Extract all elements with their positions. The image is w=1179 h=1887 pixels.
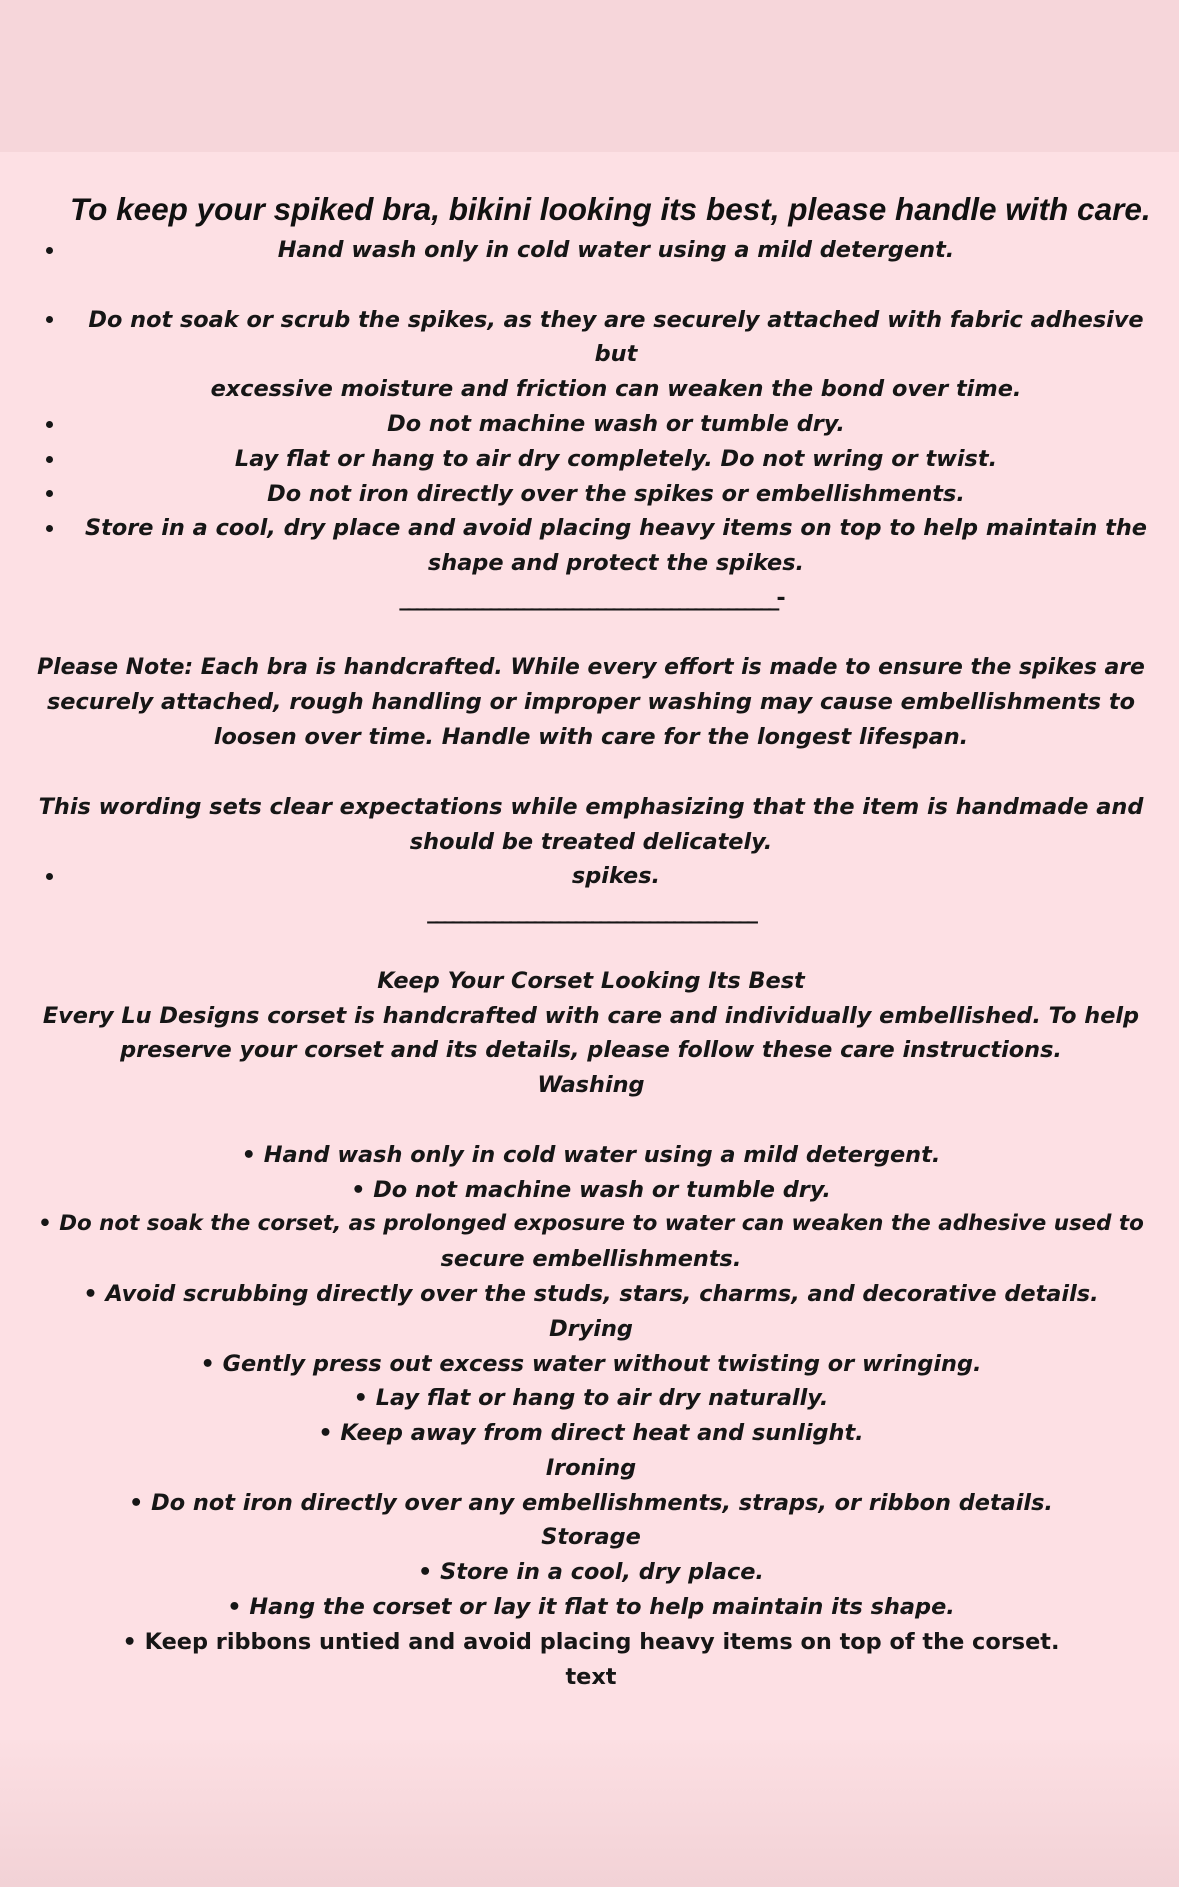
divider-line: ________________________________________: [427, 898, 755, 925]
wording-line: This wording sets clear expectations while emphasizing that the item is handmade and: [38, 793, 1144, 820]
list-item: [30, 477, 1152, 512]
list-item-text: Do not soak or scrub the spikes, as they are securely attached with fabric adhesive but: [88, 306, 1144, 368]
drying-item: • Gently press out excess water without twisting or wringing.: [200, 1350, 982, 1377]
list-item: [30, 442, 1152, 477]
list-item-text: excessive moisture and friction can weaken the bond over time.: [210, 376, 1022, 403]
list-item-text: Store in a cool, dry place and avoid placing heavy items on top to help maintain the: [85, 515, 1147, 542]
corset-heading: Keep Your Corset Looking Its Best: [377, 967, 805, 994]
trailing-text: text: [565, 1663, 617, 1690]
list-item: [30, 407, 1152, 442]
note-line: securely attached, rough handling or improper washing may cause embellishments to: [46, 689, 1136, 716]
note-line: Please Note: Each bra is handcrafted. While every effort is made to ensure the spikes are: [37, 654, 1145, 680]
storage-item: • Store in a cool, dry place.: [418, 1559, 764, 1586]
corset-intro-line: preserve your corset and its details, please follow these care instructions.: [120, 1037, 1062, 1064]
drying-item: • Keep away from direct heat and sunlight.: [318, 1420, 864, 1447]
bra-care-list: [30, 233, 1152, 581]
list-item-text: Hand wash only in cold water using a mild detergent.: [277, 237, 955, 263]
storage-item: • Hang the corset or lay it flat to help maintain its shape.: [227, 1594, 955, 1621]
divider-line: ______________________________________________-: [399, 584, 783, 611]
section-heading-ironing: Ironing: [545, 1454, 637, 1481]
bullet-icon: [44, 477, 54, 512]
list-item: [30, 511, 1152, 581]
list-item-text: spikes.: [571, 863, 661, 890]
bullet-icon: [44, 407, 54, 442]
bullet-icon: [44, 233, 54, 268]
section-heading-storage: Storage: [541, 1524, 641, 1551]
wording-line: should be treated delicately.: [409, 828, 773, 855]
bra-care-title: To keep your spiked bra, bikini looking its best, please handle with care.: [70, 191, 1151, 227]
washing-item: secure embellishments.: [440, 1246, 742, 1273]
bullet-icon: [44, 303, 54, 338]
list-item: [30, 303, 1152, 407]
drying-item: • Lay flat or hang to air dry naturally.: [353, 1385, 829, 1412]
bullet-icon: [44, 859, 54, 894]
list-item: [30, 859, 1152, 894]
section-heading-washing: Washing: [537, 1072, 645, 1099]
note-line: loosen over time. Handle with care for the longest lifespan.: [213, 724, 969, 751]
washing-item: • Hand wash only in cold water using a mild detergent.: [241, 1141, 941, 1168]
washing-item: • Avoid scrubbing directly over the studs, stars, charms, and decorative details.: [83, 1280, 1099, 1307]
ironing-item: • Do not iron directly over any embellishments, straps, or ribbon details.: [129, 1489, 1053, 1516]
bottom-background-band: [0, 1740, 1179, 1887]
list-item-text: Lay flat or hang to air dry completely. Do not wring or twist.: [234, 445, 998, 472]
list-item-text: shape and protect the spikes.: [427, 550, 805, 577]
care-instructions: [30, 186, 1152, 1694]
section-heading-drying: Drying: [549, 1315, 633, 1342]
washing-item: • Do not soak the corset, as prolonged exposure to water can weaken the adhesive used to: [38, 1211, 1144, 1237]
list-item-text: Do not iron directly over the spikes or embellishments.: [267, 480, 965, 507]
bullet-icon: [44, 511, 54, 546]
storage-item: • Keep ribbons untied and avoid placing heavy items on top of the corset.: [122, 1628, 1060, 1655]
corset-intro-line: Every Lu Designs corset is handcrafted with care and individually embellished. To help: [42, 1002, 1140, 1029]
list-item: [30, 233, 1152, 268]
top-background-band: [0, 0, 1179, 152]
washing-item: • Do not machine wash or tumble dry.: [351, 1176, 831, 1203]
list-item-text: Do not machine wash or tumble dry.: [387, 410, 845, 437]
bullet-icon: [44, 442, 54, 477]
